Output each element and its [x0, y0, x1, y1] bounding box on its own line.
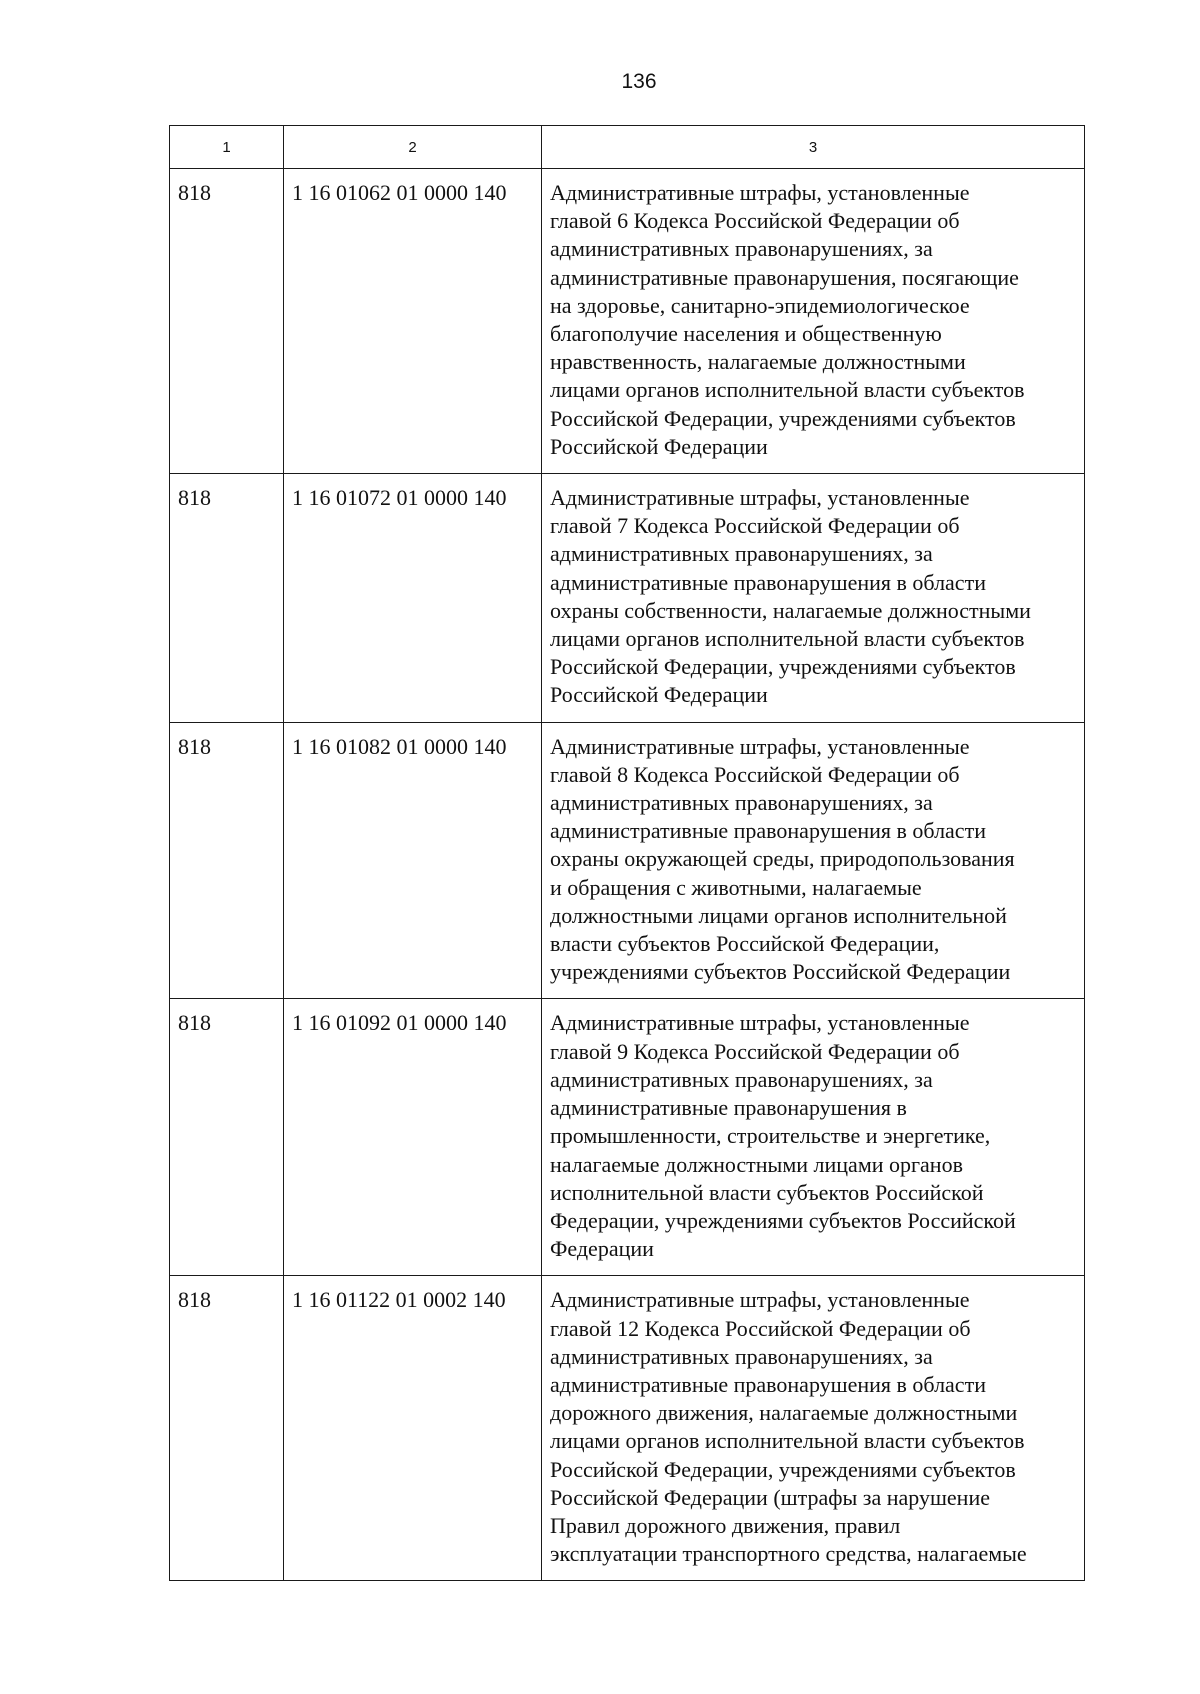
description-line: нравственность, налагаемые должностными	[550, 349, 966, 375]
admin-code-cell: 818	[170, 722, 284, 999]
description-line: налагаемые должностными лицами органов	[550, 1151, 963, 1177]
description-line: лицами органов исполнительной власти субъектов	[550, 626, 1025, 652]
table-row	[170, 474, 1085, 723]
description-line: главой 12 Кодекса Российской Федерации об	[550, 1315, 971, 1341]
admin-code-cell: 818	[170, 169, 284, 474]
description-cell	[542, 474, 1085, 723]
page-number: 136	[621, 70, 657, 93]
description-line: Административные штрафы, установленные	[550, 1287, 970, 1313]
admin-code-cell: 818	[170, 1276, 284, 1581]
revenue-code-cell: 1 16 01122 01 0002 140	[284, 1276, 542, 1581]
description-line: административные правонарушения, посягающие	[550, 264, 1019, 290]
description-line: административные правонарушения в области	[550, 569, 986, 595]
description-line: главой 8 Кодекса Российской Федерации об	[550, 761, 960, 787]
description-line: Федерации	[550, 1236, 654, 1262]
description-cell	[542, 999, 1085, 1276]
revenue-code-cell: 1 16 01062 01 0000 140	[284, 169, 542, 474]
description-line: Российской Федерации, учреждениями субъектов	[550, 1456, 1016, 1482]
description-line: Российской Федерации	[550, 433, 768, 459]
description-cell	[542, 722, 1085, 999]
admin-code-cell: 818	[170, 474, 284, 723]
description-line: лицами органов исполнительной власти субъектов	[550, 377, 1025, 403]
description-line: лицами органов исполнительной власти субъектов	[550, 1428, 1025, 1454]
description-line: охраны окружающей среды, природопользования	[550, 846, 1015, 872]
description-line: на здоровье, санитарно-эпидемиологическое	[550, 292, 970, 318]
budget-codes-table	[169, 125, 1085, 1581]
table-row	[170, 169, 1085, 474]
description-line: Административные штрафы, установленные	[550, 1010, 970, 1036]
description-line: главой 6 Кодекса Российской Федерации об	[550, 208, 960, 234]
column-header-2: 2	[284, 126, 542, 169]
description-line: административные правонарушения в области	[550, 1371, 986, 1397]
column-header-3: 3	[542, 126, 1085, 169]
description-line: главой 9 Кодекса Российской Федерации об	[550, 1038, 960, 1064]
description-line: главой 7 Кодекса Российской Федерации об	[550, 513, 960, 539]
description-line: Российской Федерации, учреждениями субъектов	[550, 405, 1016, 431]
description-line: дорожного движения, налагаемые должностными	[550, 1400, 1018, 1426]
revenue-code-cell: 1 16 01082 01 0000 140	[284, 722, 542, 999]
description-line: административные правонарушения в области	[550, 818, 986, 844]
revenue-code-cell: 1 16 01072 01 0000 140	[284, 474, 542, 723]
description-line: Правил дорожного движения, правил	[550, 1512, 901, 1538]
table-header-row	[170, 126, 1085, 169]
description-line: исполнительной власти субъектов Российской	[550, 1179, 984, 1205]
column-header-1: 1	[170, 126, 284, 169]
description-line: должностными лицами органов исполнительной	[550, 902, 1007, 928]
table-row	[170, 722, 1085, 999]
revenue-code-cell: 1 16 01092 01 0000 140	[284, 999, 542, 1276]
description-line: Российской Федерации	[550, 682, 768, 708]
description-line: и обращения с животными, налагаемые	[550, 874, 922, 900]
description-line: власти субъектов Российской Федерации,	[550, 931, 940, 957]
description-line: административных правонарушениях, за	[550, 236, 933, 262]
description-cell	[542, 1276, 1085, 1581]
description-line: административных правонарушениях, за	[550, 1066, 933, 1092]
description-line: промышленности, строительстве и энергетике,	[550, 1123, 991, 1149]
description-line: Федерации, учреждениями субъектов Российской	[550, 1207, 1016, 1233]
description-line: благополучие населения и общественную	[550, 321, 942, 347]
admin-code-cell: 818	[170, 999, 284, 1276]
description-line: административных правонарушениях, за	[550, 790, 933, 816]
description-line: административных правонарушениях, за	[550, 1343, 933, 1369]
table-row	[170, 1276, 1085, 1581]
description-line: административных правонарушениях, за	[550, 541, 933, 567]
description-line: охраны собственности, налагаемые должностными	[550, 597, 1031, 623]
description-line: учреждениями субъектов Российской Федерации	[550, 959, 1011, 985]
description-line: Российской Федерации, учреждениями субъектов	[550, 654, 1016, 680]
description-line: Административные штрафы, установленные	[550, 485, 970, 511]
description-line: Административные штрафы, установленные	[550, 733, 970, 759]
description-line: административные правонарушения в	[550, 1095, 907, 1121]
table-row	[170, 999, 1085, 1276]
description-line: Российской Федерации (штрафы за нарушение	[550, 1484, 990, 1510]
description-line: Административные штрафы, установленные	[550, 180, 970, 205]
description-line: эксплуатации транспортного средства, налагаемые	[550, 1541, 1027, 1567]
description-cell	[542, 169, 1085, 474]
